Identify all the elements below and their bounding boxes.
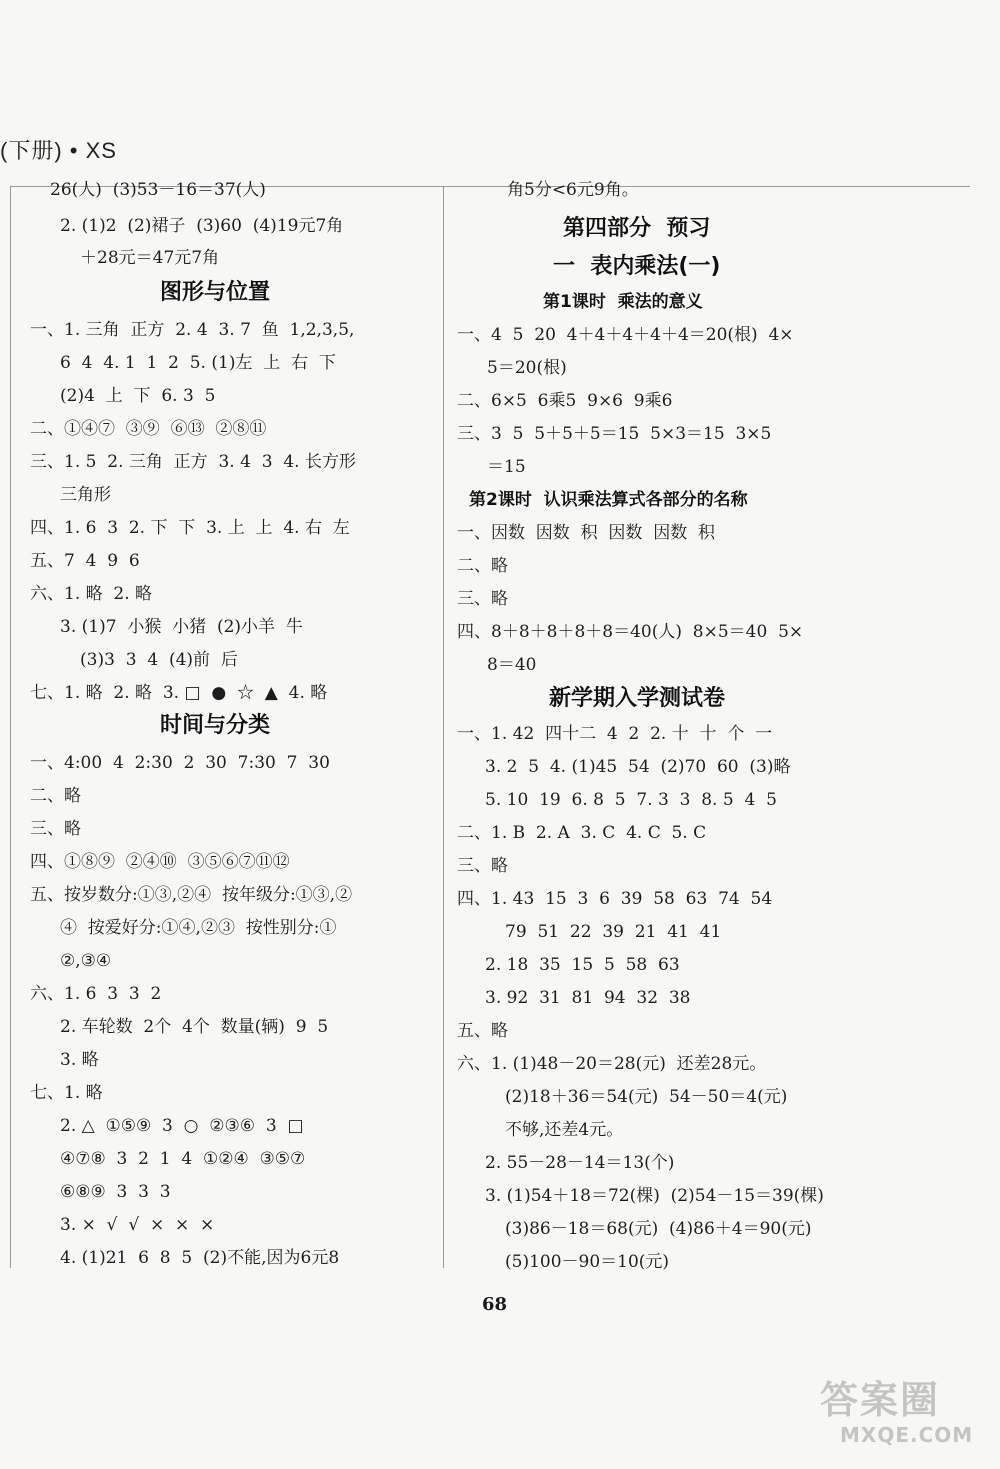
section-heading: 第2课时 认识乘法算式各部分的名称 [469, 490, 748, 510]
answer-line: 26(人) (3)53－16＝37(人) [50, 180, 266, 200]
answer-line: ⑥⑧⑨ 3 3 3 [60, 1182, 171, 1202]
answer-line: 四、1. 43 15 3 6 39 58 63 74 54 [457, 889, 773, 909]
answer-line: 四、8＋8＋8＋8＋8＝40(人) 8×5＝40 5× [457, 622, 804, 642]
answer-line: 3. (1)54＋18＝72(棵) (2)54－15＝39(棵) [485, 1186, 824, 1206]
answer-line: 79 51 22 39 21 41 41 [505, 922, 722, 942]
section-heading: 新学期入学测试卷 [549, 686, 726, 711]
answer-line: 一、因数 因数 积 因数 因数 积 [457, 523, 716, 543]
page-header: (下册) • XS [0, 138, 117, 163]
answer-line: (2)4 上 下 6. 3 5 [60, 386, 216, 406]
answer-line: 五、略 [457, 1021, 508, 1041]
column-divider [443, 186, 444, 1268]
answer-line: 六、1. (1)48－20＝28(元) 还差28元。 [457, 1054, 767, 1074]
answer-line: 不够,还差4元。 [505, 1120, 624, 1140]
answer-line: (3)86－18＝68(元) (4)86＋4＝90(元) [505, 1219, 812, 1239]
answer-line: 2. 55－28－14＝13(个) [485, 1153, 675, 1173]
section-heading: 一 表内乘法(一) [553, 254, 721, 279]
answer-line: (3)3 3 4 (4)前 后 [80, 650, 238, 670]
answer-line: 2. (1)2 (2)裙子 (3)60 (4)19元7角 [60, 216, 344, 236]
answer-line: 七、1. 略 [30, 1083, 103, 1103]
answer-line: 三、1. 5 2. 三角 正方 3. 4 3 4. 长方形 [30, 452, 356, 472]
answer-line: 三、略 [457, 856, 508, 876]
answer-line: 四、1. 6 3 2. 下 下 3. 上 上 4. 右 左 [30, 518, 350, 538]
answer-line: 二、①④⑦ ③⑨ ⑥⑬ ②⑧⑪ [30, 419, 267, 439]
answer-line: 3. 略 [60, 1050, 99, 1070]
answer-line: 一、4 5 20 4＋4＋4＋4＋4＝20(根) 4× [457, 325, 794, 345]
section-heading: 图形与位置 [160, 280, 271, 305]
answer-line: 三、略 [457, 589, 508, 609]
answer-line: 3. 2 5 4. (1)45 54 (2)70 60 (3)略 [485, 757, 791, 777]
answer-line: 七、1. 略 2. 略 3. □ ● ☆ ▲ 4. 略 [30, 683, 328, 703]
answer-line: 2. 18 35 15 5 58 63 [485, 955, 680, 975]
answer-line: 三、略 [30, 819, 81, 839]
answer-line: ④ 按爱好分:①④,②③ 按性别分:① [60, 918, 337, 938]
answer-line: 3. (1)7 小猴 小猪 (2)小羊 牛 [60, 617, 303, 637]
answer-line: 6 4 4. 1 1 2 5. (1)左 上 右 下 [60, 353, 336, 373]
section-heading: 时间与分类 [160, 713, 271, 738]
answer-line: 角5分<6元9角。 [507, 180, 639, 200]
watermark-logo [820, 1378, 990, 1460]
answer-line: 一、1. 三角 正方 2. 4 3. 7 鱼 1,2,3,5, [30, 320, 355, 340]
answer-line: 一、1. 42 四十二 4 2 2. 十 十 个 一 [457, 724, 773, 744]
answer-line: (5)100－90＝10(元) [505, 1252, 670, 1272]
answer-line: ＝15 [487, 457, 526, 477]
answer-line: 8＝40 [487, 655, 537, 675]
answer-line: 六、1. 6 3 3 2 [30, 984, 162, 1004]
answer-line: ＋28元＝47元7角 [80, 248, 220, 268]
page-number: 68 [482, 1294, 508, 1315]
section-heading: 第四部分 预习 [563, 216, 711, 241]
answer-line: 二、略 [457, 556, 508, 576]
watermark-site: MXQE.COM [840, 1423, 974, 1447]
answer-line: 3. × √ √ × × × [60, 1215, 215, 1235]
answer-line: 2. △ ①⑤⑨ 3 ○ ②③⑥ 3 □ [60, 1116, 304, 1136]
answer-line: 五、7 4 9 6 [30, 551, 140, 571]
answer-line: ②,③④ [60, 951, 112, 971]
answer-line: 2. 车轮数 2个 4个 数量(辆) 9 5 [60, 1017, 329, 1037]
answer-line: 二、略 [30, 786, 81, 806]
left-divider [10, 186, 11, 1268]
answer-line: 三角形 [60, 485, 111, 505]
answer-line: 四、①⑧⑨ ②④⑩ ③⑤⑥⑦⑪⑫ [30, 852, 290, 872]
answer-line: 4. (1)21 6 8 5 (2)不能,因为6元8 [60, 1248, 340, 1268]
answer-line: (2)18＋36＝54(元) 54－50＝4(元) [505, 1087, 788, 1107]
answer-line: 三、3 5 5＋5＋5＝15 5×3＝15 3×5 [457, 424, 772, 444]
answer-line: 一、4:00 4 2:30 2 30 7:30 7 30 [30, 753, 330, 773]
answer-line: 二、6×5 6乘5 9×6 9乘6 [457, 391, 673, 411]
answer-line: 5＝20(根) [487, 358, 567, 378]
watermark-main: 答案圈 [820, 1378, 941, 1422]
answer-line: 二、1. B 2. A 3. C 4. C 5. C [457, 823, 707, 843]
answer-line: ④⑦⑧ 3 2 1 4 ①②④ ③⑤⑦ [60, 1149, 306, 1169]
answer-line: 3. 92 31 81 94 32 38 [485, 988, 691, 1008]
answer-line: 六、1. 略 2. 略 [30, 584, 153, 604]
answer-line: 五、按岁数分:①③,②④ 按年级分:①③,② [30, 885, 353, 905]
answer-line: 5. 10 19 6. 8 5 7. 3 3 8. 5 4 5 [485, 790, 777, 810]
section-heading: 第1课时 乘法的意义 [543, 292, 703, 312]
